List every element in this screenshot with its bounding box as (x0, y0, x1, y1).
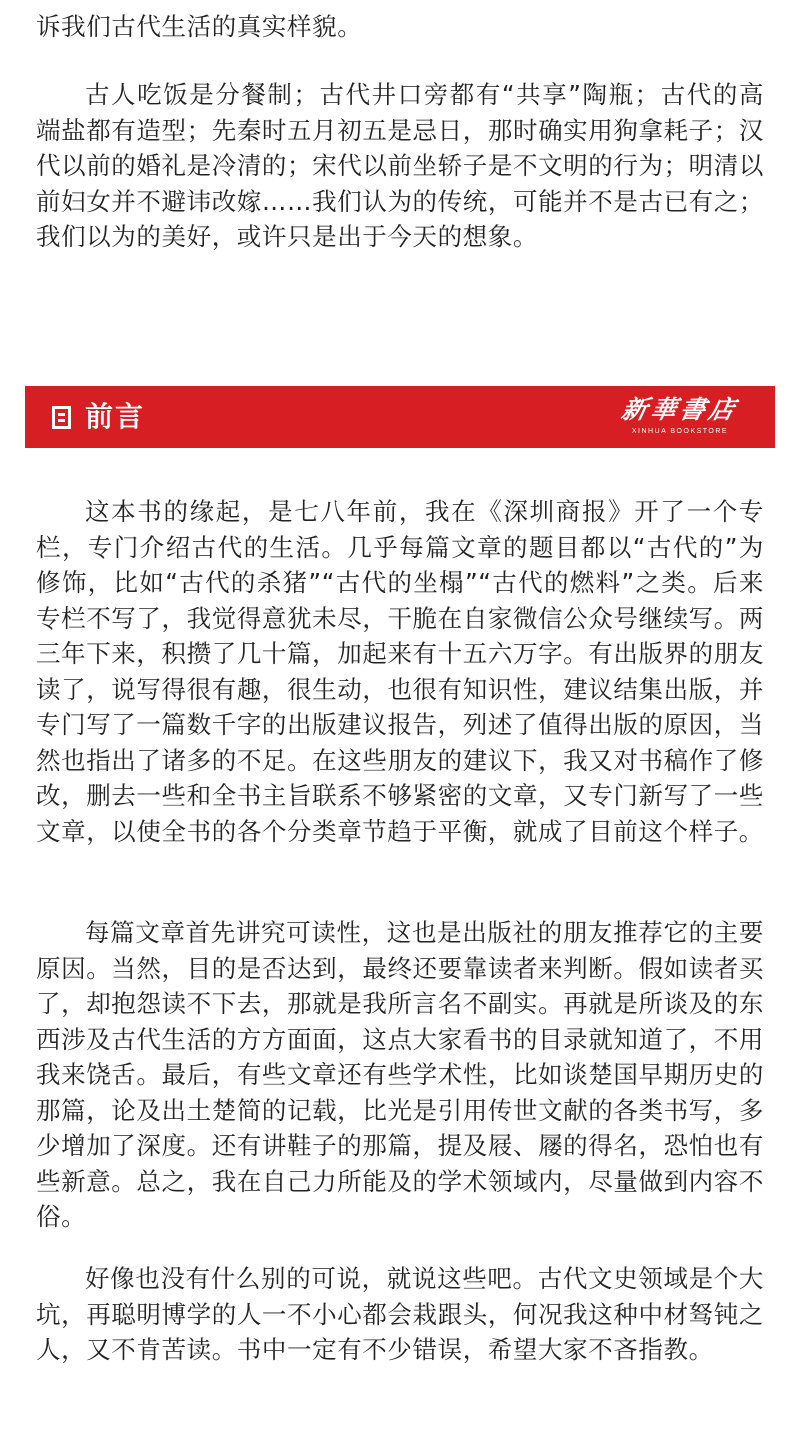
paragraph-ancient-life-summary: 古人吃饭是分餐制；古代井口旁都有“共享”陶瓶；古代的高端盐都有造型；先秦时五月初五是忌日，那时确实用狗拿耗子；汉代以前的婚礼是冷清的；宋代以前坐轿子是不文明的行为；明清以前妇女并不避讳改嫁……我们认为的传统，可能并不是古已有之；我们以为的美好，或许只是出于今天的想象。 (36, 80, 764, 251)
paragraph-readability: 每篇文章首先讲究可读性，这也是出版社的朋友推荐它的主要原因。当然，目的是否达到，最终还要靠读者来判断。假如读者买了，却抱怨读不下去，那就是我所言名不副实。再就是所谈及的东西涉及古代生活的方方面面，这点大家看书的目录就知道了，不用我来饶舌。最后，有些文章还有些学术性，比如谈楚国早期历史的那篇，论及出土楚简的记载，比光是引用传世文献的各类书写，多少增加了深度。还有讲鞋子的那篇，提及屐、屦的得名，恐怕也有些新意。总之，我在自己力所能及的学术领域内，尽量做到内容不俗。 (36, 918, 764, 1231)
paragraph-closing: 好像也没有什么别的可说，就说这些吧。古代文史领域是个大坑，再聪明博学的人一不小心都会栽跟头，何况我这种中材驽钝之人，又不肯苦读。书中一定有不少错误，希望大家不吝指教。 (36, 1264, 764, 1364)
section-title: 前言 (85, 400, 146, 433)
xinhua-bookstore-logo (615, 395, 745, 441)
logo-chinese-text: 新華書店 (619, 395, 742, 424)
logo-english-text: XINHUA BOOKSTORE (631, 428, 729, 435)
section-banner-preface (25, 386, 775, 448)
document-icon (52, 406, 71, 429)
paragraph-book-origin: 这本书的缘起，是七八年前，我在《深圳商报》开了一个专栏，专门介绍古代的生活。几乎每篇文章的题目都以“古代的”为修饰，比如“古代的杀猪”“古代的坐榻”“古代的燃料”之类。后来专栏不写了，我觉得意犹未尽，干脆在自家微信公众号继续写。两三年下来，积攒了几十篇，加起来有十五六万字。有出版界的朋友读了，说写得很有趣，很生动，也很有知识性，建议结集出版，并专门写了一篇数千字的出版建议报告，列述了值得出版的原因，当然也指出了诸多的不足。在这些朋友的建议下，我又对书稿作了修改，删去一些和全书主旨联系不够紧密的文章，又专门新写了一些文章，以使全书的各个分类章节趋于平衡，就成了目前这个样子。 (36, 497, 764, 846)
paragraph-continuation: 诉我们古代生活的真实样貌。 (36, 12, 363, 41)
